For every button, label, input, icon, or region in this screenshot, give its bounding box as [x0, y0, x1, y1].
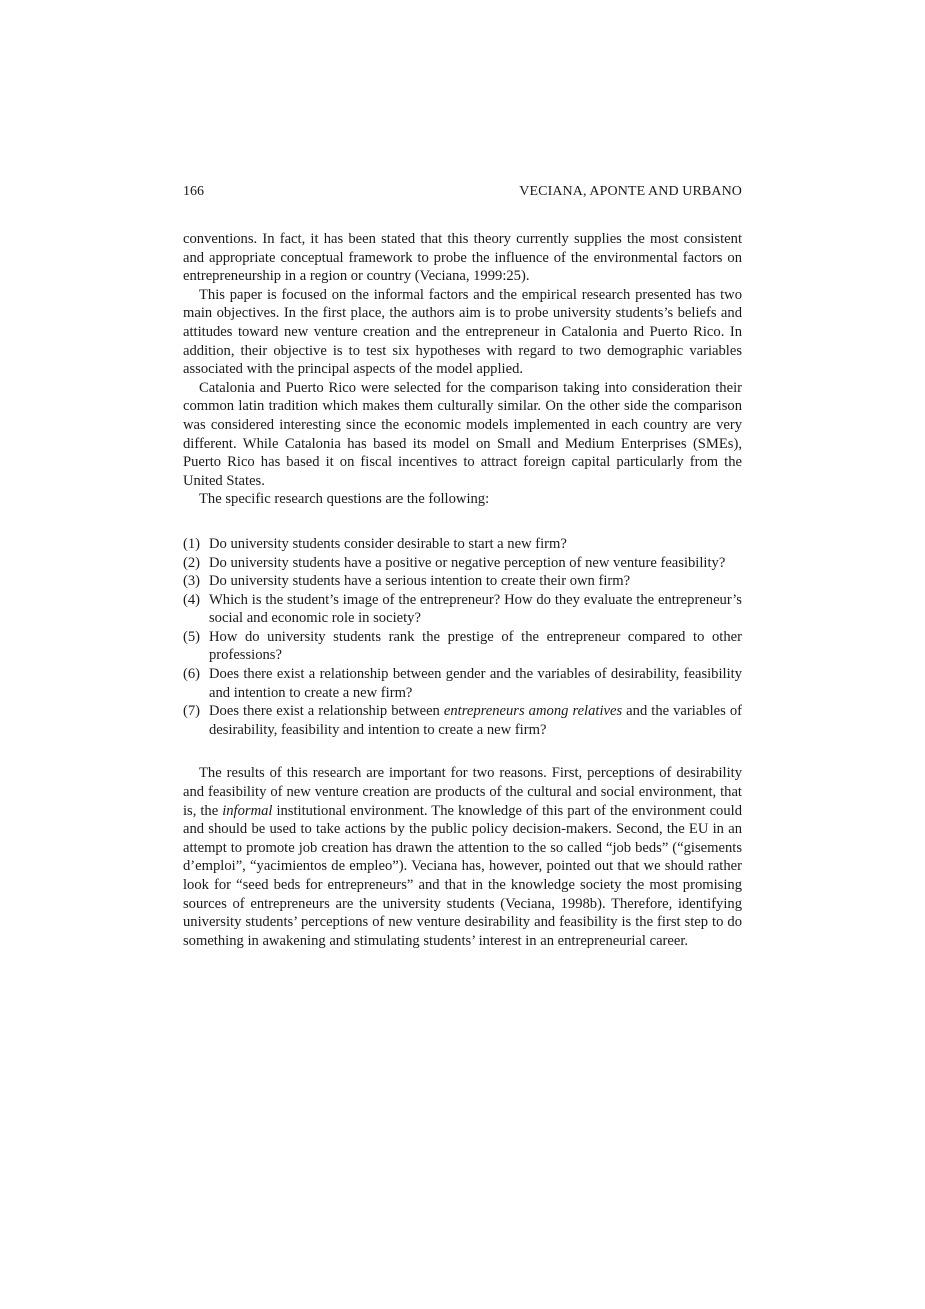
list-item [183, 628, 742, 665]
italic-phrase: entrepreneurs among relatives [443, 703, 623, 720]
list-item-text: Do university students consider desirable to start a new firm? [209, 535, 567, 552]
paragraph: Catalonia and Puerto Rico were selected for the comparison taking into consideration their common latin tradition which makes them culturally similar. On the other side the comparison was considered interesting since the economic models implemented in each country are very different. While Catalonia has based its model on Small and Medium Enterprises (SMEs), Puerto Rico has based it on fiscal incentives to attract foreign capital particularly from the United States. [183, 379, 742, 489]
research-questions-list [183, 535, 742, 740]
list-item-number: (1) [183, 535, 201, 552]
list-item [183, 572, 742, 591]
list-item-number: (6) [183, 666, 201, 683]
list-item [183, 702, 742, 739]
list-item [183, 554, 742, 573]
list-item-number: (4) [183, 591, 201, 608]
paragraph-part: institutional environment. The knowledge of this part of the environment could and should be used to take actions by the public policy decision-makers. Second, the EU in an attempt to promote job creation has drawn the attention to the so called “job beds” (“gisements d’emploi”, “yacimientos de empleo”). Veciana has, however, pointed out that we should rather look for “seed beds for entrepreneurs” and that in the knowledge society the most promising sources of entrepreneurs are the university students (Veciana, 1998b). Therefore, identifying university students’ perceptions of new venture desirability and feasibility is the first step to do something in awakening and stimulating students’ interest in an entrepreneurial career. [183, 802, 742, 949]
paragraph: This paper is focused on the informal factors and the empirical research presented has two main objectives. In the first place, the authors aim is to probe university students’s beliefs and attitudes toward new venture creation and the entrepreneur in Catalonia and Puerto Rico. In addition, their objective is to test six hypotheses with regard to two demographic variables associated with the principal aspects of the model applied. [183, 286, 742, 378]
list-item-number: (2) [183, 554, 201, 571]
list-item [183, 665, 742, 702]
list-item-text-part: and the variables of desirability, feasibility and intention to create a new firm? [209, 703, 742, 738]
list-item-number: (3) [183, 573, 201, 590]
body-text [183, 230, 742, 950]
list-item-text: Does there exist a relationship between gender and the variables of desirability, feasibility and intention to create a new firm? [209, 666, 742, 701]
page-number: 166 [183, 184, 204, 199]
closing-paragraph [183, 764, 742, 950]
list-item-text [209, 703, 742, 738]
list-item [183, 535, 742, 554]
list-item-text: Which is the student’s image of the entrepreneur? How do they evaluate the entrepreneur’s social and economic role in society? [209, 591, 742, 627]
list-item-text: Do university students have a serious intention to create their own firm? [209, 573, 631, 590]
list-item-text: How do university students rank the prestige of the entrepreneur compared to other professions? [209, 628, 742, 664]
running-head: VECIANA, APONTE AND URBANO [519, 184, 742, 199]
list-item-number: (5) [183, 628, 201, 645]
list-item-text-part: Does there exist a relationship between [209, 703, 444, 720]
italic-word: informal [222, 802, 273, 819]
page-header [183, 182, 742, 202]
paragraph: conventions. In fact, it has been stated that this theory currently supplies the most consistent and appropriate conceptual framework to probe the influence of the environmental factors on entrepreneurship in a region or country (Veciana, 1999:25). [183, 231, 742, 285]
list-item-text: Do university students have a positive or negative perception of new venture feasibility? [209, 554, 726, 571]
list-item [183, 591, 742, 628]
paragraph: The specific research questions are the following: [199, 491, 490, 508]
paragraph-part: The results of this research are important for two reasons. First, perceptions of desirability and feasibility of new venture creation are products of the cultural and social environment, that is, the [183, 765, 742, 819]
list-item-number: (7) [183, 703, 201, 720]
